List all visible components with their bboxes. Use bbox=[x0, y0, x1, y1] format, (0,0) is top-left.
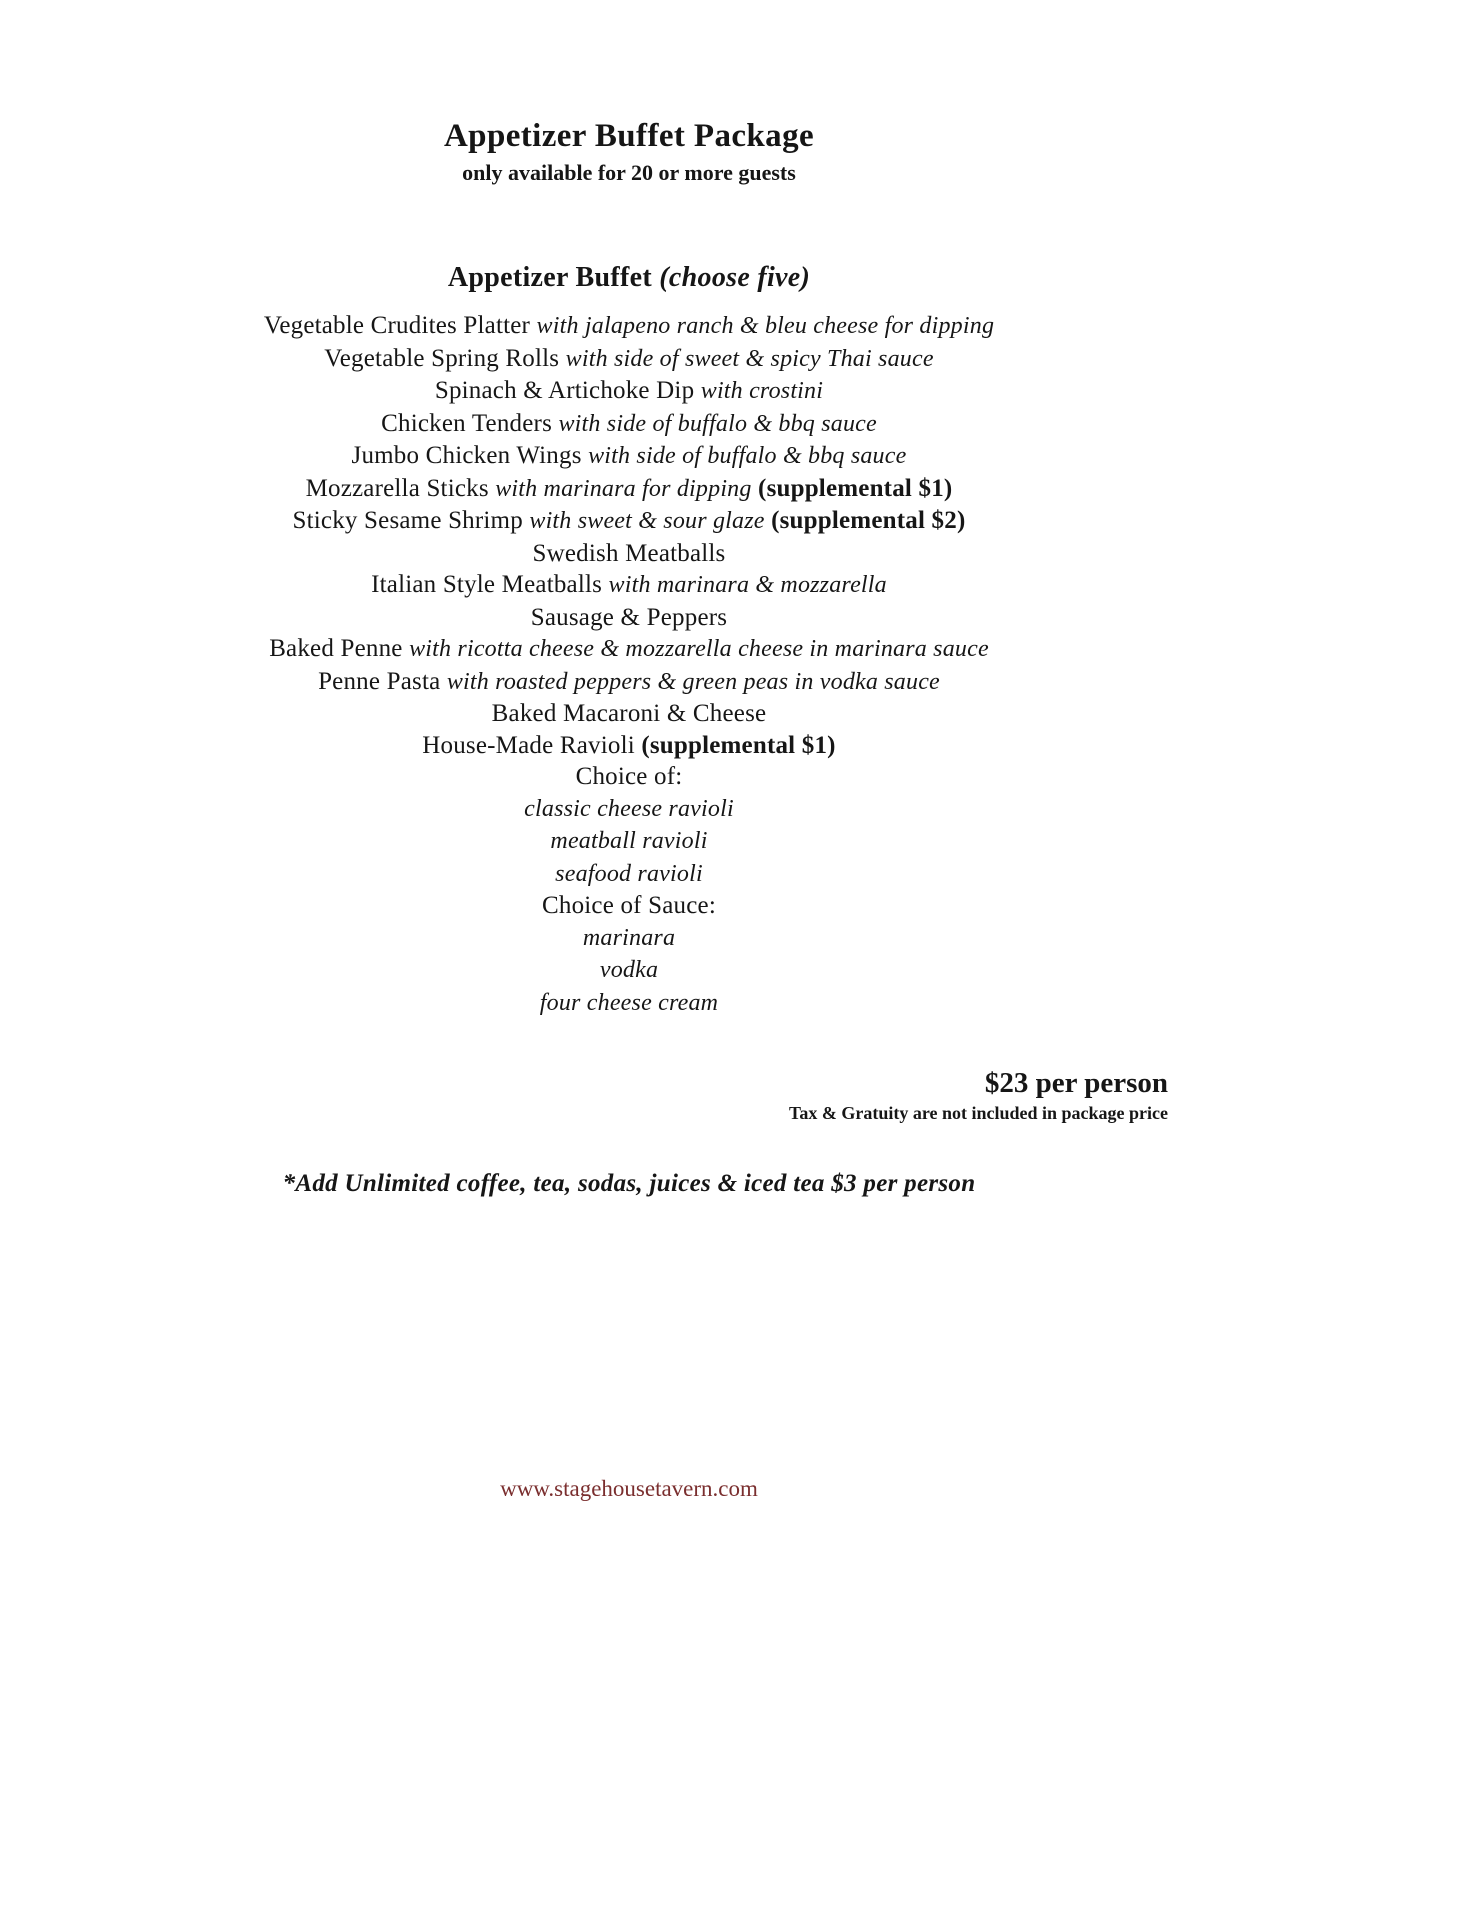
item-name: Sausage & Peppers bbox=[530, 603, 728, 631]
item-desc: with jalapeno ranch & bleu cheese for dipping bbox=[536, 313, 995, 339]
item-desc: with marinara for dipping bbox=[495, 475, 752, 502]
menu-item bbox=[90, 922, 1168, 955]
item-desc: seafood ravioli bbox=[555, 860, 703, 887]
pricing-block bbox=[90, 1067, 1168, 1124]
menu-item bbox=[90, 440, 1168, 473]
item-desc: with crostini bbox=[700, 378, 824, 404]
menu-item bbox=[90, 987, 1168, 1020]
item-name: Chicken Tenders bbox=[381, 409, 553, 437]
menu-item bbox=[90, 343, 1168, 376]
item-desc: marinara bbox=[582, 924, 676, 951]
item-name: House-Made Ravioli bbox=[422, 731, 635, 759]
item-desc: four cheese cream bbox=[539, 989, 719, 1016]
item-supplement: (supplemental $1) bbox=[758, 474, 953, 502]
menu-item bbox=[90, 473, 1168, 506]
menu-item bbox=[90, 505, 1168, 538]
menu-item bbox=[90, 408, 1168, 441]
website-link[interactable]: www.stagehousetavern.com bbox=[500, 1476, 758, 1501]
menu-item bbox=[90, 858, 1168, 891]
menu-item bbox=[90, 633, 1168, 666]
tax-gratuity-note: Tax & Gratuity are not included in package price bbox=[788, 1103, 1168, 1123]
item-desc: with ricotta cheese & mozzarella cheese in marinara sauce bbox=[409, 636, 989, 662]
item-name: Penne Pasta bbox=[318, 667, 441, 695]
menu-item bbox=[90, 761, 1168, 793]
menu-list bbox=[90, 310, 1168, 1019]
item-name: Choice of: bbox=[575, 763, 683, 790]
item-name: Jumbo Chicken Wings bbox=[351, 442, 582, 469]
menu-item bbox=[90, 954, 1168, 987]
item-name: Baked Macaroni & Cheese bbox=[491, 700, 767, 727]
item-name: Vegetable Spring Rolls bbox=[324, 344, 560, 372]
menu-item bbox=[90, 793, 1168, 826]
section-title: Appetizer Buffet bbox=[447, 262, 652, 293]
item-desc: with sweet & sour glaze bbox=[529, 508, 765, 534]
item-supplement: (supplemental $1) bbox=[641, 731, 836, 759]
page-subtitle: only available for 20 or more guests bbox=[462, 160, 796, 185]
item-name: Vegetable Crudites Platter bbox=[263, 312, 531, 339]
menu-item bbox=[90, 698, 1168, 730]
item-desc: with roasted peppers & green peas in vodka sauce bbox=[446, 668, 940, 695]
menu-item bbox=[90, 730, 1168, 762]
item-desc: with side of sweet & spicy Thai sauce bbox=[565, 345, 934, 372]
item-desc: with side of buffalo & bbq sauce bbox=[588, 443, 907, 469]
menu-item bbox=[90, 666, 1168, 699]
item-name: Sticky Sesame Shrimp bbox=[292, 507, 523, 534]
item-name: Baked Penne bbox=[269, 635, 403, 662]
section-choose-note: (choose five) bbox=[659, 262, 811, 293]
item-desc: meatball ravioli bbox=[550, 828, 708, 854]
menu-item bbox=[90, 569, 1168, 602]
menu-item bbox=[90, 375, 1168, 408]
menu-content bbox=[90, 118, 1168, 1198]
page-footer bbox=[90, 1476, 1168, 1502]
beverage-addon-note: *Add Unlimited coffee, tea, sodas, juices & iced tea $3 per person bbox=[282, 1170, 976, 1197]
item-name: Spinach & Artichoke Dip bbox=[434, 377, 695, 404]
item-name: Swedish Meatballs bbox=[532, 539, 726, 567]
item-desc: with marinara & mozzarella bbox=[608, 572, 887, 598]
item-desc: classic cheese ravioli bbox=[524, 795, 734, 822]
menu-item bbox=[90, 602, 1168, 634]
price-per-person: $23 per person bbox=[984, 1067, 1168, 1099]
menu-item bbox=[90, 310, 1168, 343]
menu-item bbox=[90, 890, 1168, 922]
item-name: Italian Style Meatballs bbox=[371, 571, 603, 598]
item-desc: with side of buffalo & bbq sauce bbox=[558, 410, 877, 437]
page-title: Appetizer Buffet Package bbox=[443, 118, 815, 154]
item-supplement: (supplemental $2) bbox=[771, 507, 966, 534]
menu-item bbox=[90, 825, 1168, 858]
item-name: Choice of Sauce: bbox=[542, 892, 716, 919]
section-heading bbox=[90, 262, 1168, 294]
item-desc: vodka bbox=[599, 957, 659, 983]
menu-item bbox=[90, 538, 1168, 570]
item-name: Mozzarella Sticks bbox=[305, 474, 489, 502]
